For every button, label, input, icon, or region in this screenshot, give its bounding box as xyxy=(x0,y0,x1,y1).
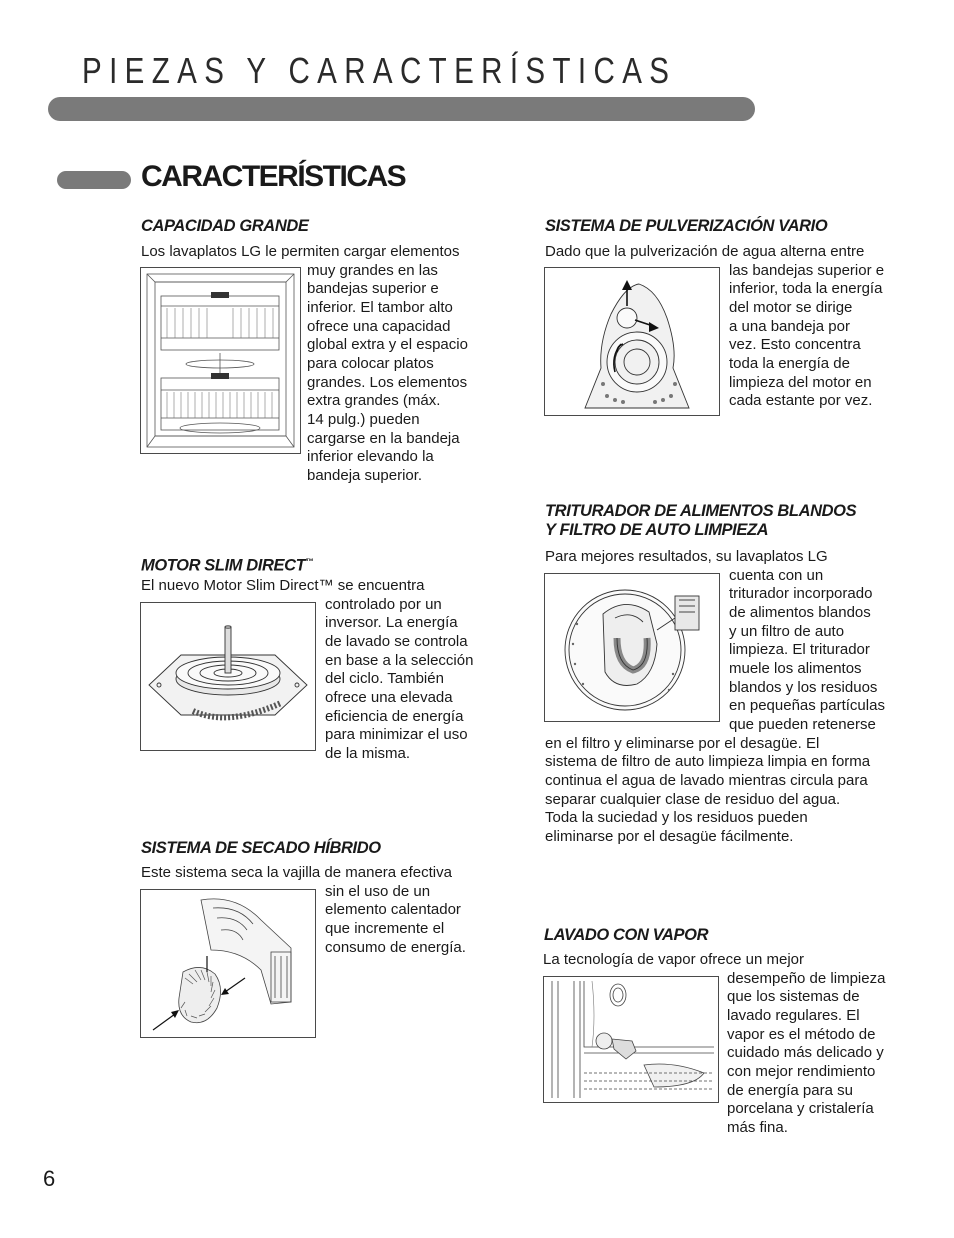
pulverizacion-text-line: toda la energía de xyxy=(729,355,850,372)
pulverizacion-heading: SISTEMA DE PULVERIZACIÓN VARIO xyxy=(545,217,828,235)
triturador-text-line: Para mejores resultados, su lavaplatos LG xyxy=(545,548,828,565)
vapor-text-line: lavado regulares. El xyxy=(727,1007,860,1024)
section-title: CARACTERÍSTICAS xyxy=(141,160,406,193)
motor-text-line: eficiencia de energía xyxy=(325,708,464,725)
triturador-text-line: de alimentos blandos xyxy=(729,604,871,621)
triturador-text-line: cuenta con un xyxy=(729,567,824,584)
spray-valve-illustration xyxy=(544,267,720,416)
pulverizacion-text-line: las bandejas superior e xyxy=(729,262,885,279)
triturador-text-line: triturador incorporado xyxy=(729,585,873,602)
triturador-heading-line: Y FILTRO DE AUTO LIMPIEZA xyxy=(545,521,769,539)
capacidad-heading: CAPACIDAD GRANDE xyxy=(141,217,309,235)
capacidad-text-line: cargarse en la bandeja xyxy=(307,430,460,447)
triturador-text-line: separar cualquier clase de residuo del agua. xyxy=(545,791,841,808)
triturador-text-line: y un filtro de auto xyxy=(729,623,845,640)
motor-text-line: El nuevo Motor Slim Direct™ se encuentra xyxy=(141,577,425,594)
capacidad-text-line: para colocar platos xyxy=(307,355,434,372)
secado-text-line: que incremente el xyxy=(325,920,445,937)
motor-text-line: para minimizar el uso xyxy=(325,726,468,743)
pulverizacion-text-line: Dado que la pulverización de agua alterna entre xyxy=(545,243,865,260)
capacidad-text-line: global extra y el espacio xyxy=(307,336,468,353)
vapor-text-line: desempeño de limpieza xyxy=(727,970,886,987)
motor-illustration xyxy=(140,602,316,751)
capacidad-text-line: bandejas superior e xyxy=(307,280,439,297)
pulverizacion-text-line: inferior, toda la energía xyxy=(729,280,883,297)
vapor-text-line: porcelana y cristalería xyxy=(727,1100,874,1117)
capacidad-text-line: inferior elevando la xyxy=(307,448,434,465)
page-header-title: PIEZAS Y CARACTERÍSTICAS xyxy=(82,50,677,91)
triturador-text-line: en el filtro y eliminarse por el desagüe. El xyxy=(545,735,820,752)
header-bar xyxy=(48,97,755,121)
capacidad-text-line: bandeja superior. xyxy=(307,467,423,484)
vapor-text-line: con mejor rendimiento xyxy=(727,1063,876,1080)
triturador-text-line: limpieza. El triturador xyxy=(729,641,870,658)
vapor-text-line: de energía para su xyxy=(727,1082,853,1099)
filter-grinder-illustration xyxy=(544,573,720,722)
motor-text-line: del ciclo. También xyxy=(325,670,444,687)
motor-text-line: inversor. La energía xyxy=(325,614,458,631)
triturador-text-line: sistema de filtro de auto limpieza limpia en forma xyxy=(545,753,871,770)
capacidad-text-line: 14 pulg.) pueden xyxy=(307,411,420,428)
capacidad-text-line: extra grandes (máx. xyxy=(307,392,441,409)
capacidad-text-line: grandes. Los elementos xyxy=(307,374,468,391)
capacidad-text-line: inferior. El tambor alto xyxy=(307,299,453,316)
secado-text-line: sin el uso de un xyxy=(325,883,431,900)
motor-text-line: de lavado se controla xyxy=(325,633,468,650)
triturador-text-line: muele los alimentos xyxy=(729,660,862,677)
vapor-text-line: que los sistemas de xyxy=(727,988,860,1005)
triturador-text-line: blandos y los residuos xyxy=(729,679,878,696)
pulverizacion-text-line: del motor se dirige xyxy=(729,299,853,316)
motor-trademark-mark: ™ xyxy=(305,557,313,566)
triturador-text-line: continua el agua de lavado mientras circula para xyxy=(545,772,868,789)
triturador-text-line: Toda la suciedad y los residuos pueden xyxy=(545,809,808,826)
vapor-heading: LAVADO CON VAPOR xyxy=(544,926,709,944)
secado-text-line: Este sistema seca la vajilla de manera efectiva xyxy=(141,864,452,881)
vapor-text-line: La tecnología de vapor ofrece un mejor xyxy=(543,951,804,968)
steam-nozzle-illustration xyxy=(543,976,719,1103)
motor-text-line: de la misma. xyxy=(325,745,411,762)
dishwasher-racks-illustration xyxy=(140,267,301,454)
secado-text-line: elemento calentador xyxy=(325,901,461,918)
triturador-text-line: que pueden retenerse xyxy=(729,716,876,733)
triturador-heading-line: TRITURADOR DE ALIMENTOS BLANDOS xyxy=(545,502,857,520)
pulverizacion-text-line: vez. Esto concentra xyxy=(729,336,861,353)
page-number: 6 xyxy=(43,1166,56,1191)
motor-text-line: controlado por un xyxy=(325,596,442,613)
triturador-text-line: en pequeñas partículas xyxy=(729,697,885,714)
pulverizacion-text-line: limpieza del motor en xyxy=(729,374,872,391)
secado-heading: SISTEMA DE SECADO HÍBRIDO xyxy=(141,839,381,857)
motor-heading: MOTOR SLIM DIRECT™ xyxy=(141,556,313,575)
motor-text-line: en base a la selección xyxy=(325,652,474,669)
vapor-text-line: vapor es el método de xyxy=(727,1026,876,1043)
motor-text-line: ofrece una elevada xyxy=(325,689,453,706)
vapor-text-line: cuidado más delicado y xyxy=(727,1044,884,1061)
drying-system-illustration xyxy=(140,889,316,1038)
capacidad-text-line: ofrece una capacidad xyxy=(307,318,451,335)
vapor-text-line: más fina. xyxy=(727,1119,788,1136)
capacidad-text-line: muy grandes en las xyxy=(307,262,438,279)
secado-text-line: consumo de energía. xyxy=(325,939,466,956)
section-pill xyxy=(57,171,131,189)
capacidad-text-line: Los lavaplatos LG le permiten cargar elementos xyxy=(141,243,460,260)
triturador-text-line: eliminarse por el desagüe fácilmente. xyxy=(545,828,794,845)
pulverizacion-text-line: a una bandeja por xyxy=(729,318,850,335)
pulverizacion-text-line: cada estante por vez. xyxy=(729,392,873,409)
